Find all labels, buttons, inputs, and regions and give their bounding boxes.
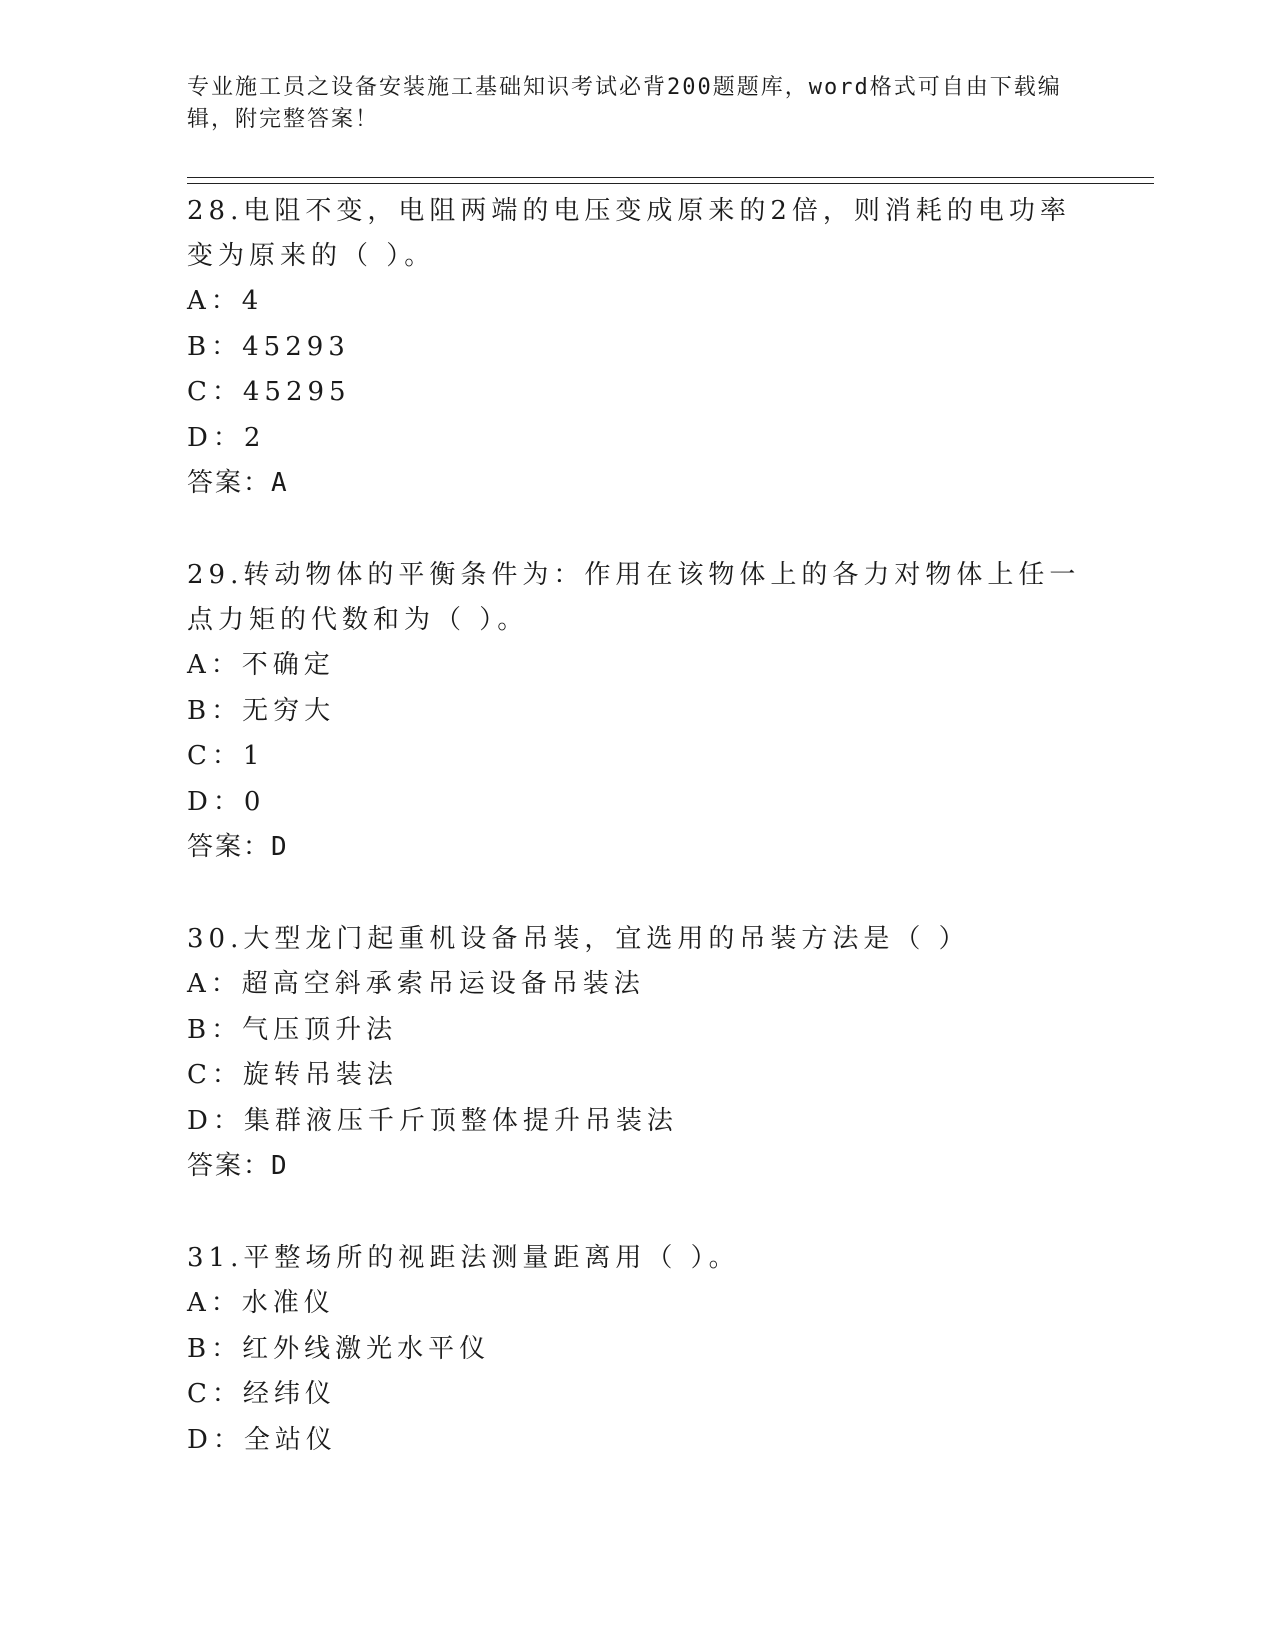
option-b: B：红外线激光水平仪: [187, 1333, 491, 1364]
spacer: [187, 1189, 1087, 1235]
question-30: [187, 916, 1087, 1189]
question-31: [187, 1235, 1087, 1463]
option-a: A：4: [187, 286, 264, 316]
option-c: C：1: [187, 741, 265, 771]
option-c: C：旋转吊装法: [187, 1060, 398, 1090]
answer: 答案：D: [187, 1151, 289, 1181]
option-d: D：2: [187, 422, 266, 453]
question-stem: 28.电阻不变，电阻两端的电压变成原来的2倍，则消耗的电功率变为原来的（ ）。: [187, 196, 1071, 271]
option-c: C：经纬仪: [187, 1379, 336, 1409]
spacer: [187, 506, 1087, 552]
option-b: B：无穷大: [187, 695, 336, 726]
option-d: D：集群液压千斤顶整体提升吊装法: [187, 1105, 678, 1136]
question-stem: 30.大型龙门起重机设备吊装，宜选用的吊装方法是（ ）: [187, 924, 970, 954]
answer: 答案：D: [187, 832, 289, 862]
answer: 答案：A: [187, 468, 289, 498]
question-list: [187, 188, 1087, 1463]
option-d: D：全站仪: [187, 1424, 337, 1455]
question-29: [187, 552, 1087, 870]
option-d: D：0: [187, 786, 266, 817]
option-a: A：超高空斜承索吊运设备吊装法: [187, 969, 645, 999]
question-28: [187, 188, 1087, 506]
header-rule-top: [187, 177, 1154, 178]
option-b: B：气压顶升法: [187, 1014, 398, 1045]
option-c: C：45295: [187, 377, 351, 407]
option-a: A：水准仪: [187, 1288, 335, 1318]
document-header: 专业施工员之设备安装施工基础知识考试必背200题题库，word格式可自由下载编辑，附完整答案！: [187, 75, 1062, 132]
spacer: [187, 870, 1087, 916]
header-rule-bottom: [187, 183, 1154, 184]
option-a: A：不确定: [187, 650, 335, 680]
question-stem: 29.转动物体的平衡条件为：作用在该物体上的各力对物体上任一点力矩的代数和为（ ）。: [187, 560, 1081, 635]
option-b: B：45293: [187, 331, 350, 362]
question-stem: 31.平整场所的视距法测量距离用（ ）。: [187, 1243, 740, 1273]
